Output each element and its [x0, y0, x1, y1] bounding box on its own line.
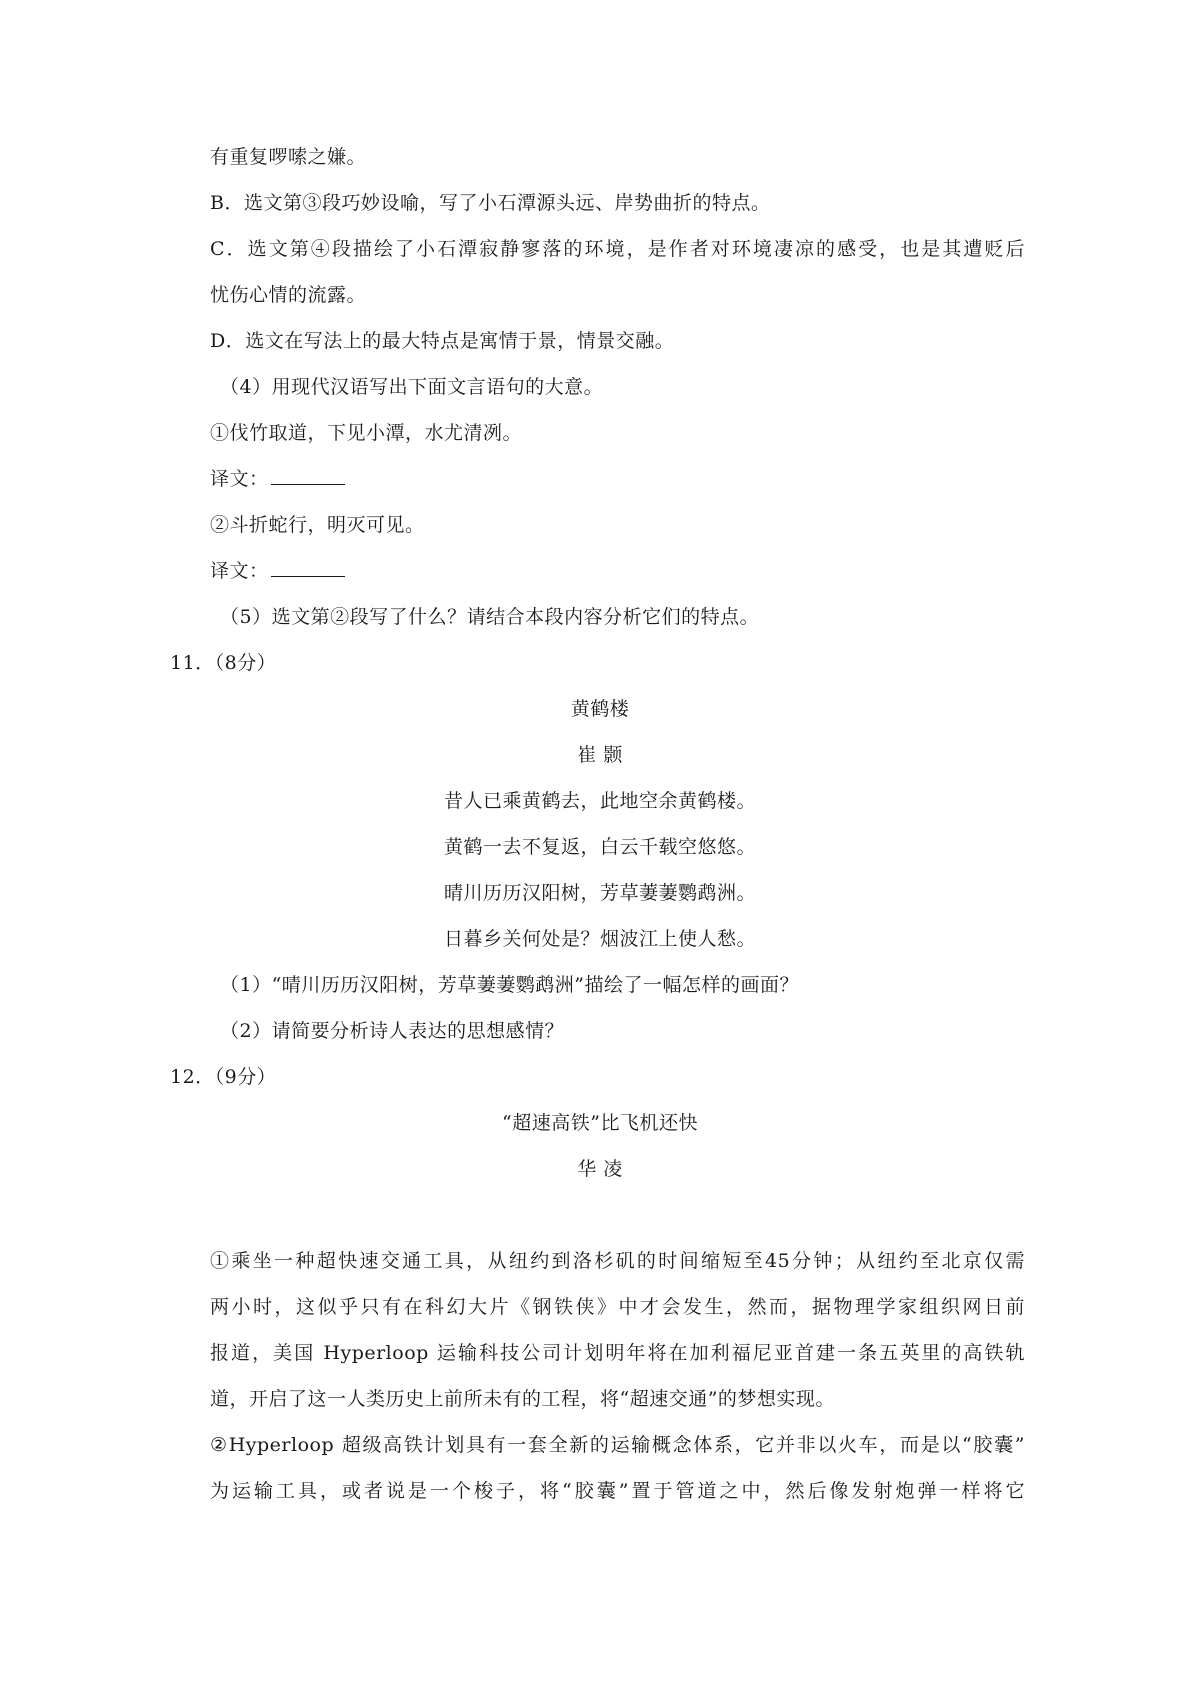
paragraph-1-line: 道，开启了这一人类历史上前所未有的工程，将“超速交通”的梦想实现。: [210, 1388, 835, 1410]
option-a-continuation: 有重复啰嗦之嫌。: [210, 146, 367, 168]
sub-question-5: （5）选文第②段写了什么？请结合本段内容分析它们的特点。: [220, 606, 760, 628]
poem-author: 崔 颢: [577, 744, 623, 766]
q11-sub-question-1: （1）“晴川历历汉阳树，芳草萋萋鹦鹉洲”描绘了一幅怎样的画面？: [220, 974, 800, 996]
paragraph-2-line: ②Hyperloop 超级高铁计划具有一套全新的运输概念体系，它并非以火车，而是以“胶囊”: [210, 1434, 1025, 1456]
paragraph-1-line: ①乘坐一种超快速交通工具，从纽约到洛杉矶的时间缩短至45分钟；从纽约至北京仅需: [210, 1250, 1025, 1272]
q11-sub-question-2: （2）请简要分析诗人表达的思想感情？: [220, 1020, 565, 1042]
translation-1: [210, 466, 345, 492]
article-author: 华 凌: [577, 1158, 623, 1180]
poem-title: 黄鹤楼: [570, 698, 630, 720]
poem-line: 晴川历历汉阳树，芳草萋萋鹦鹉洲。: [443, 882, 756, 904]
translation-label: 译文：: [210, 560, 269, 582]
translation-label: 译文：: [210, 468, 269, 490]
classical-sentence-2: ②斗折蛇行，明灭可见。: [210, 514, 425, 536]
answer-blank: [271, 466, 345, 485]
poem-line: 日暮乡关何处是？烟波江上使人愁。: [443, 928, 756, 950]
option-b: B．选文第③段巧妙设喻，写了小石潭源头远、岸势曲折的特点。: [210, 192, 771, 214]
translation-2: [210, 558, 345, 584]
question-11-header: 11．（8分）: [170, 652, 277, 674]
option-d: D．选文在写法上的最大特点是寓情于景，情景交融。: [210, 330, 675, 352]
paragraph-2-line: 为运输工具，或者说是一个梭子，将“胶囊”置于管道之中，然后像发射炮弹一样将它: [210, 1480, 1025, 1502]
option-c-line-2: 忧伤心情的流露。: [210, 284, 367, 306]
poem-line: 黄鹤一去不复返，白云千载空悠悠。: [443, 836, 756, 858]
article-title: “超速高铁”比飞机还快: [502, 1112, 698, 1134]
answer-blank: [271, 558, 345, 577]
question-12-header: 12．（9分）: [170, 1066, 277, 1088]
paragraph-1-line: 两小时，这似乎只有在科幻大片《钢铁侠》中才会发生，然而，据物理学家组织网日前: [210, 1296, 1025, 1318]
poem-line: 昔人已乘黄鹤去，此地空余黄鹤楼。: [443, 790, 756, 812]
sub-question-4: （4）用现代汉语写出下面文言语句的大意。: [220, 376, 604, 398]
classical-sentence-1: ①伐竹取道，下见小潭，水尤清冽。: [210, 422, 523, 444]
option-c-line-1: C．选文第④段描绘了小石潭寂静寥落的环境，是作者对环境凄凉的感受，也是其遭贬后: [210, 238, 1025, 260]
paragraph-1-line: 报道，美国 Hyperloop 运输科技公司计划明年将在加利福尼亚首建一条五英里的高铁轨: [210, 1342, 1025, 1364]
